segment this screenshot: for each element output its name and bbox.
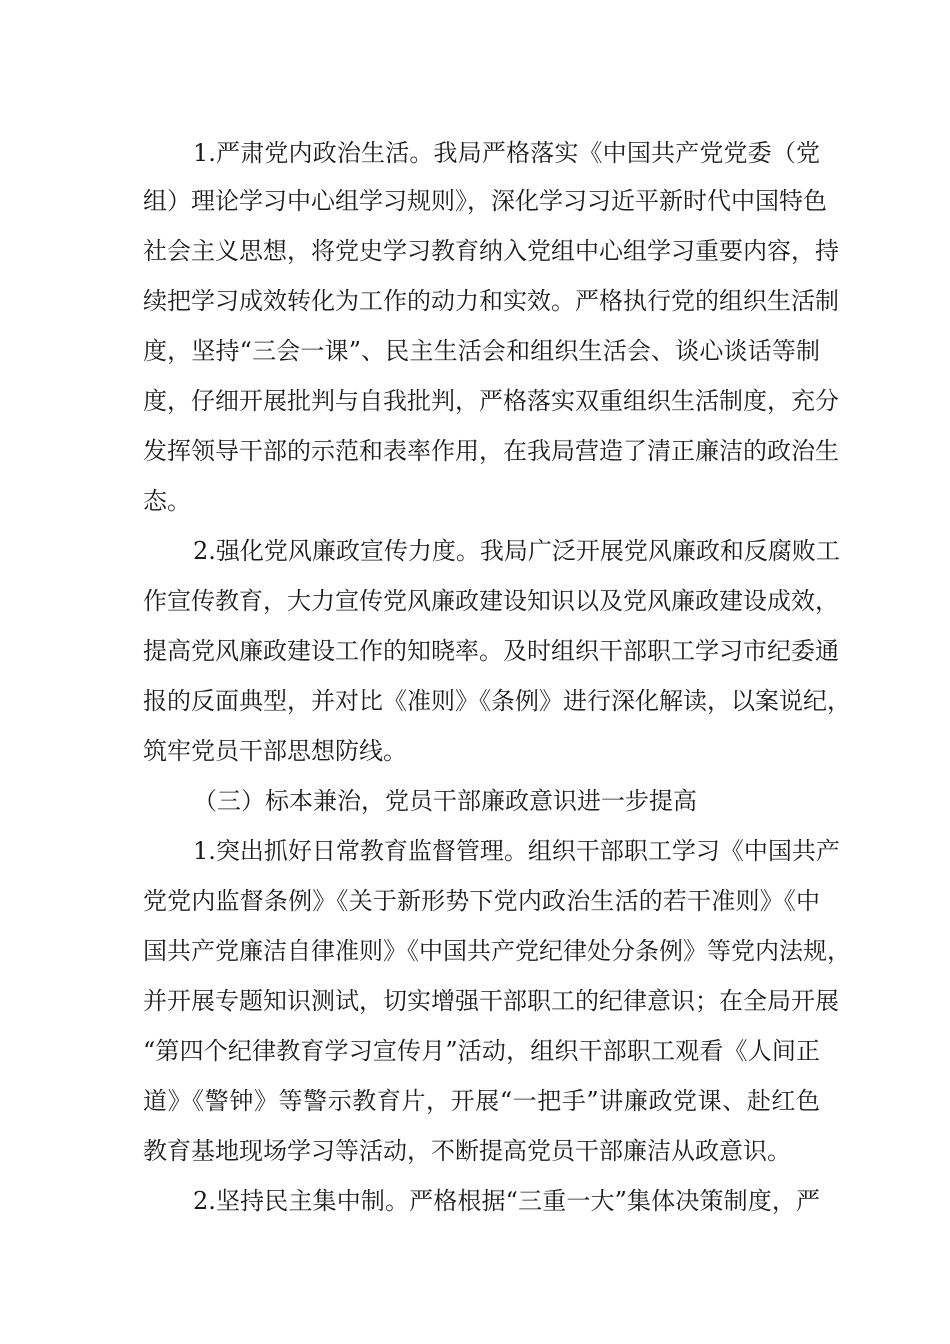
text-line: 1.严肃党内政治生活。我局严格落实《中国共产党党委（党	[193, 139, 820, 167]
text-line: 道》《警钟》等警示教育片，开展“一把手”讲廉政党课、赴红色	[143, 1087, 820, 1115]
text-line: 态。	[143, 487, 191, 515]
text-line: 度，坚持“三会一课”、民主生活会和组织生活会、谈心谈话等制	[143, 337, 820, 365]
text-line: “第四个纪律教育学习宣传月”活动，组织干部职工观看《人间正	[143, 1037, 820, 1065]
text-line: 度，仔细开展批判与自我批判，严格落实双重组织生活制度，充分	[143, 387, 839, 415]
text-line: 2.坚持民主集中制。严格根据“三重一大”集体决策制度，严	[193, 1187, 820, 1215]
text-line: 组）理论学习中心组学习规则》，深化学习习近平新时代中国特色	[143, 187, 827, 215]
text-line: 报的反面典型，并对比《准则》《条例》进行深化解读，以案说纪，	[143, 687, 851, 715]
text-line: 续把学习成效转化为工作的动力和实效。严格执行党的组织生活制	[143, 287, 839, 315]
text-line: 作宣传教育，大力宣传党风廉政建设知识以及党风廉政建设成效，	[143, 587, 839, 615]
text-line: 2.强化党风廉政宣传力度。我局广泛开展党风廉政和反腐败工	[193, 537, 840, 565]
text-line: 并开展专题知识测试，切实增强干部职工的纪律意识；在全局开展	[143, 987, 839, 1015]
text-line: 社会主义思想，将党史学习教育纳入党组中心组学习重要内容，持	[143, 237, 839, 265]
text-line: 党党内监督条例》《关于新形势下党内政治生活的若干准则》《中	[143, 887, 820, 915]
text-line: 发挥领导干部的示范和表率作用，在我局营造了清正廉洁的政治生	[143, 437, 839, 465]
text-line: 1.突出抓好日常教育监督管理。组织干部职工学习《中国共产	[193, 837, 840, 865]
text-line: 教育基地现场学习等活动，不断提高党员干部廉洁从政意识。	[143, 1137, 791, 1165]
text-line: 提高党风廉政建设工作的知晓率。及时组织干部职工学习市纪委通	[143, 637, 839, 665]
text-line: 国共产党廉洁自律准则》《中国共产党纪律处分条例》等党内法规，	[143, 937, 851, 965]
text-line: 筑牢党员干部思想防线。	[143, 737, 407, 765]
section-heading-text: （三）标本兼治，党员干部廉政意识进一步提高	[193, 787, 697, 815]
